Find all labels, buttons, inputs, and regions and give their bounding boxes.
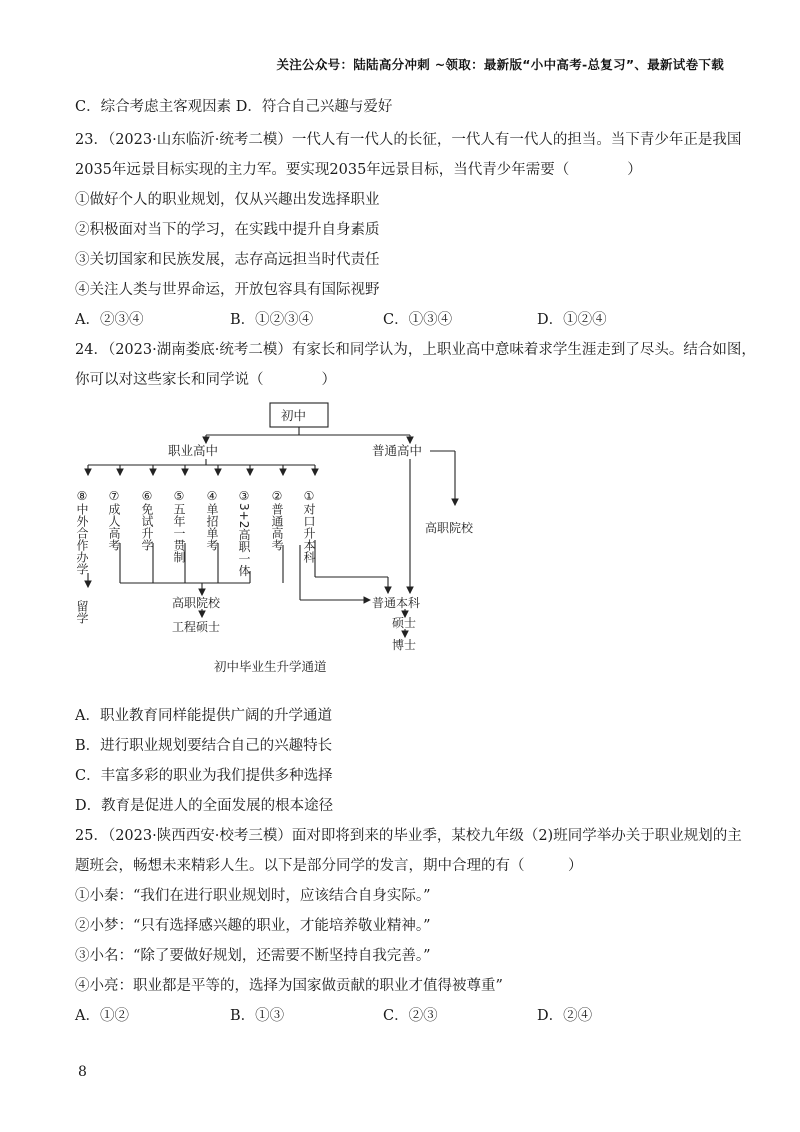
diagram-path-6: ⑥免试升学 [140, 489, 154, 551]
q23-statement-2: ②积极面对当下的学习，在实践中提升自身素质 [75, 222, 380, 238]
q25-option-d: D．②④ [537, 1008, 593, 1024]
q25-option-a: A．①② [75, 1008, 129, 1024]
diagram-node-vocational-college-right: 高职院校 [425, 521, 474, 535]
q25-option-c: C．②③ [383, 1008, 438, 1024]
q23-option-b: B．①②③④ [230, 312, 314, 328]
diagram-node-master: 硕士 [392, 616, 417, 630]
diagram-node-junior-high: 初中 [281, 408, 307, 423]
q24-option-c: C．丰富多彩的职业为我们提供多种选择 [75, 768, 333, 784]
diagram-node-engineering-master: 工程硕士 [172, 620, 221, 634]
diagram-caption: 初中毕业生升学通道 [214, 659, 327, 674]
admission-path-diagram [0, 395, 800, 685]
q25-statement-2: ②小梦：“只有选择感兴趣的职业，才能培养敬业精神。” [75, 918, 431, 934]
q25-statement-4: ④小亮：职业都是平等的，选择为国家做贡献的职业才值得被尊重” [75, 978, 503, 994]
diagram-path-4: ④单招单考 [205, 489, 219, 551]
diagram-node-undergrad: 普通本科 [372, 596, 421, 610]
q25-statement-1: ①小秦：“我们在进行职业规划时，应该结合自身实际。” [75, 888, 431, 904]
diagram-path-3: ③3+2高职一体 [237, 489, 251, 577]
q23-statement-4: ④关注人类与世界命运，开放包容具有国际视野 [75, 282, 380, 298]
q25-option-b: B．①③ [230, 1008, 285, 1024]
q25-stem-line2: 题班会，畅想未来精彩人生。以下是部分同学的发言，期中合理的有（ ） [75, 858, 583, 874]
q23-option-a: A．②③④ [75, 312, 144, 328]
q24-stem-line2: 你可以对这些家长和同学说（ ） [75, 372, 336, 388]
q23-option-c: C．①③④ [383, 312, 453, 328]
diagram-path-8: ⑧中外合作办学 [75, 489, 89, 575]
q23-statement-3: ③关切国家和民族发展，志存高远担当时代责任 [75, 252, 380, 268]
q24-stem-line1: 24．（2023·湖南娄底·统考二模）有家长和同学认为，上职业高中意味着求学生涯走到了尽头。结合如图， [75, 342, 756, 358]
q22-options-tail: C．综合考虑主客观因素 D．符合自己兴趣与爱好 [75, 99, 393, 115]
q23-statement-1: ①做好个人的职业规划，仅从兴趣出发选择职业 [75, 192, 380, 208]
diagram-node-vocational-college-left: 高职院校 [172, 596, 221, 610]
diagram-node-vocational-high: 职业高中 [168, 443, 219, 458]
q25-stem-line1: 25．（2023·陕西西安·校考三模）面对即将到来的毕业季，某校九年级（2)班同学举办关于职业规划的主 [75, 828, 742, 844]
diagram-path-5: ⑤五年一贯制 [172, 489, 186, 563]
q24-option-a: A．职业教育同样能提供广阔的升学通道 [75, 708, 332, 724]
diagram-node-general-high: 普通高中 [372, 443, 423, 458]
q23-stem-line1: 23．（2023·山东临沂·统考二模）一代人有一代人的长征，一代人有一代人的担当。当下青少年正是我国 [75, 132, 742, 148]
page-number: 8 [78, 1064, 87, 1080]
diagram-path-1: ①对口升本科 [302, 489, 316, 563]
q24-option-b: B．进行职业规划要结合自己的兴趣特长 [75, 738, 333, 754]
q23-stem-line2: 2035年远景目标实现的主力军。要实现2035年远景目标，当代青少年需要（ ） [75, 162, 642, 178]
diagram-node-doctor: 博士 [392, 638, 417, 652]
page-header-banner: 关注公众号：陆陆高分冲刺 ~领取：最新版“小中高考-总复习”、最新试卷下载 [276, 57, 724, 72]
diagram-path-7: ⑦成人高考 [107, 489, 121, 551]
diagram-path-2: ②普通高考 [270, 489, 284, 551]
q25-statement-3: ③小名：“除了要做好规划，还需要不断坚持自我完善。” [75, 948, 431, 964]
diagram-path-labels [75, 489, 316, 576]
diagram-node-study-abroad: 留学 [75, 600, 89, 624]
q24-option-d: D．教育是促进人的全面发展的根本途径 [75, 798, 334, 814]
q23-option-d: D．①②④ [537, 312, 607, 328]
